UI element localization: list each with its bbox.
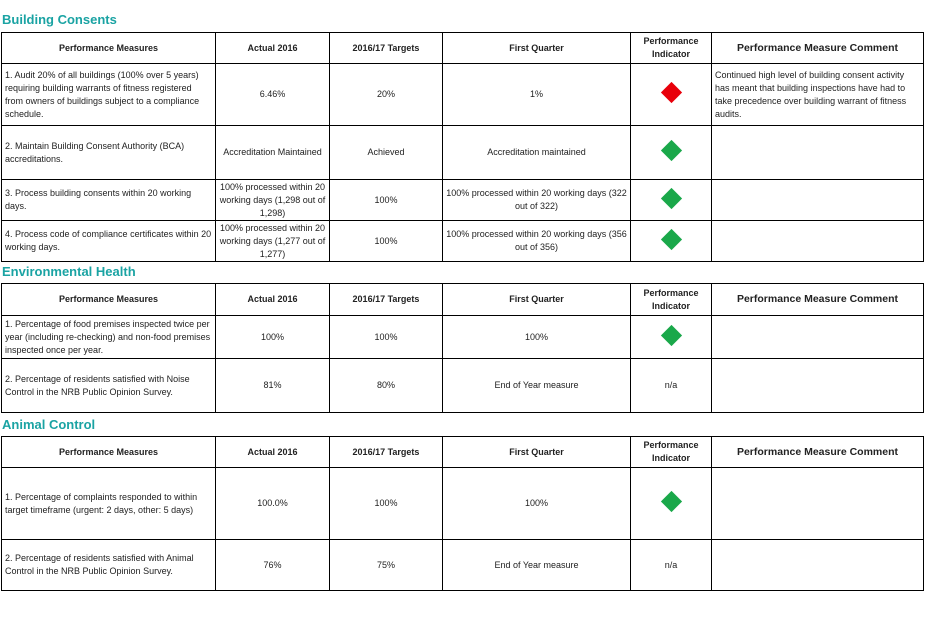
indicator-cell — [631, 316, 712, 359]
quarter-cell: 100% — [443, 468, 631, 540]
actual-cell: 100% — [216, 316, 330, 359]
building-consents-table — [1, 32, 924, 262]
quarter-cell: 100% processed within 20 working days (356 out of 356) — [443, 221, 631, 262]
red-diamond-icon — [660, 82, 681, 103]
header-quarter: First Quarter — [443, 33, 631, 64]
table-row — [2, 180, 924, 221]
target-cell: 100% — [330, 180, 443, 221]
measure-cell: 1. Audit 20% of all buildings (100% over 5 years) requiring building warrants of fitness registered from owners of buildings subject to a compliance schedule. — [2, 64, 216, 126]
measure-cell: 2. Maintain Building Consent Authority (BCA) accreditations. — [2, 126, 216, 180]
header-comment: Performance Measure Comment — [712, 33, 924, 64]
quarter-cell: End of Year measure — [443, 359, 631, 413]
table-header-row — [2, 33, 924, 64]
section-title-building-consents: Building Consents — [2, 12, 117, 27]
header-indicator: Performance Indicator — [631, 33, 712, 64]
green-diamond-icon — [660, 187, 681, 208]
animal-control-table — [1, 436, 924, 591]
header-targets: 2016/17 Targets — [330, 284, 443, 316]
target-cell: Achieved — [330, 126, 443, 180]
indicator-cell — [631, 180, 712, 221]
comment-cell — [712, 316, 924, 359]
indicator-cell — [631, 64, 712, 126]
header-comment: Performance Measure Comment — [712, 437, 924, 468]
target-cell: 100% — [330, 316, 443, 359]
target-cell: 100% — [330, 468, 443, 540]
table-row — [2, 540, 924, 591]
quarter-cell: 100% processed within 20 working days (322 out of 322) — [443, 180, 631, 221]
comment-cell — [712, 468, 924, 540]
actual-cell: 100% processed within 20 working days (1,277 out of 1,277) — [216, 221, 330, 262]
header-targets: 2016/17 Targets — [330, 437, 443, 468]
quarter-cell: End of Year measure — [443, 540, 631, 591]
comment-cell — [712, 359, 924, 413]
indicator-cell — [631, 221, 712, 262]
target-cell: 75% — [330, 540, 443, 591]
header-quarter: First Quarter — [443, 284, 631, 316]
header-targets: 2016/17 Targets — [330, 33, 443, 64]
comment-cell — [712, 540, 924, 591]
actual-cell: 76% — [216, 540, 330, 591]
measure-cell: 2. Percentage of residents satisfied with Noise Control in the NRB Public Opinion Survey. — [2, 359, 216, 413]
table-header-row — [2, 284, 924, 316]
green-diamond-icon — [660, 491, 681, 512]
target-cell: 20% — [330, 64, 443, 126]
green-diamond-icon — [660, 140, 681, 161]
section-title-animal-control: Animal Control — [2, 417, 96, 432]
table-row — [2, 221, 924, 262]
table-row — [2, 316, 924, 359]
section-title-environmental-health: Environmental Health — [2, 264, 136, 279]
header-indicator: Performance Indicator — [631, 284, 712, 316]
measure-cell: 1. Percentage of complaints responded to within target timeframe (urgent: 2 days, other: 5 days) — [2, 468, 216, 540]
header-measures: Performance Measures — [2, 437, 216, 468]
actual-cell: 100% processed within 20 working days (1,298 out of 1,298) — [216, 180, 330, 221]
indicator-na-cell: n/a — [631, 359, 712, 413]
measure-cell: 3. Process building consents within 20 working days. — [2, 180, 216, 221]
header-actual: Actual 2016 — [216, 33, 330, 64]
quarter-cell: 100% — [443, 316, 631, 359]
comment-cell: Continued high level of building consent activity has meant that building inspections have had to take precedence over building warrant of fitness audits. — [712, 64, 924, 126]
indicator-cell — [631, 468, 712, 540]
actual-cell: 100.0% — [216, 468, 330, 540]
header-actual: Actual 2016 — [216, 284, 330, 316]
indicator-na-cell: n/a — [631, 540, 712, 591]
actual-cell: Accreditation Maintained — [216, 126, 330, 180]
measure-cell: 4. Process code of compliance certificates within 20 working days. — [2, 221, 216, 262]
table-row — [2, 359, 924, 413]
green-diamond-icon — [660, 228, 681, 249]
comment-cell — [712, 126, 924, 180]
table-row — [2, 126, 924, 180]
table-row — [2, 64, 924, 126]
indicator-cell — [631, 126, 712, 180]
header-measures: Performance Measures — [2, 284, 216, 316]
header-actual: Actual 2016 — [216, 437, 330, 468]
actual-cell: 6.46% — [216, 64, 330, 126]
header-quarter: First Quarter — [443, 437, 631, 468]
table-header-row — [2, 437, 924, 468]
measure-cell: 2. Percentage of residents satisfied with Animal Control in the NRB Public Opinion Survey. — [2, 540, 216, 591]
green-diamond-icon — [660, 324, 681, 345]
comment-cell — [712, 180, 924, 221]
header-indicator: Performance Indicator — [631, 437, 712, 468]
target-cell: 80% — [330, 359, 443, 413]
header-measures: Performance Measures — [2, 33, 216, 64]
comment-cell — [712, 221, 924, 262]
environmental-health-table — [1, 283, 924, 413]
actual-cell: 81% — [216, 359, 330, 413]
quarter-cell: 1% — [443, 64, 631, 126]
header-comment: Performance Measure Comment — [712, 284, 924, 316]
quarter-cell: Accreditation maintained — [443, 126, 631, 180]
target-cell: 100% — [330, 221, 443, 262]
measure-cell: 1. Percentage of food premises inspected twice per year (including re-checking) and non-food premises inspected once per year. — [2, 316, 216, 359]
table-row — [2, 468, 924, 540]
